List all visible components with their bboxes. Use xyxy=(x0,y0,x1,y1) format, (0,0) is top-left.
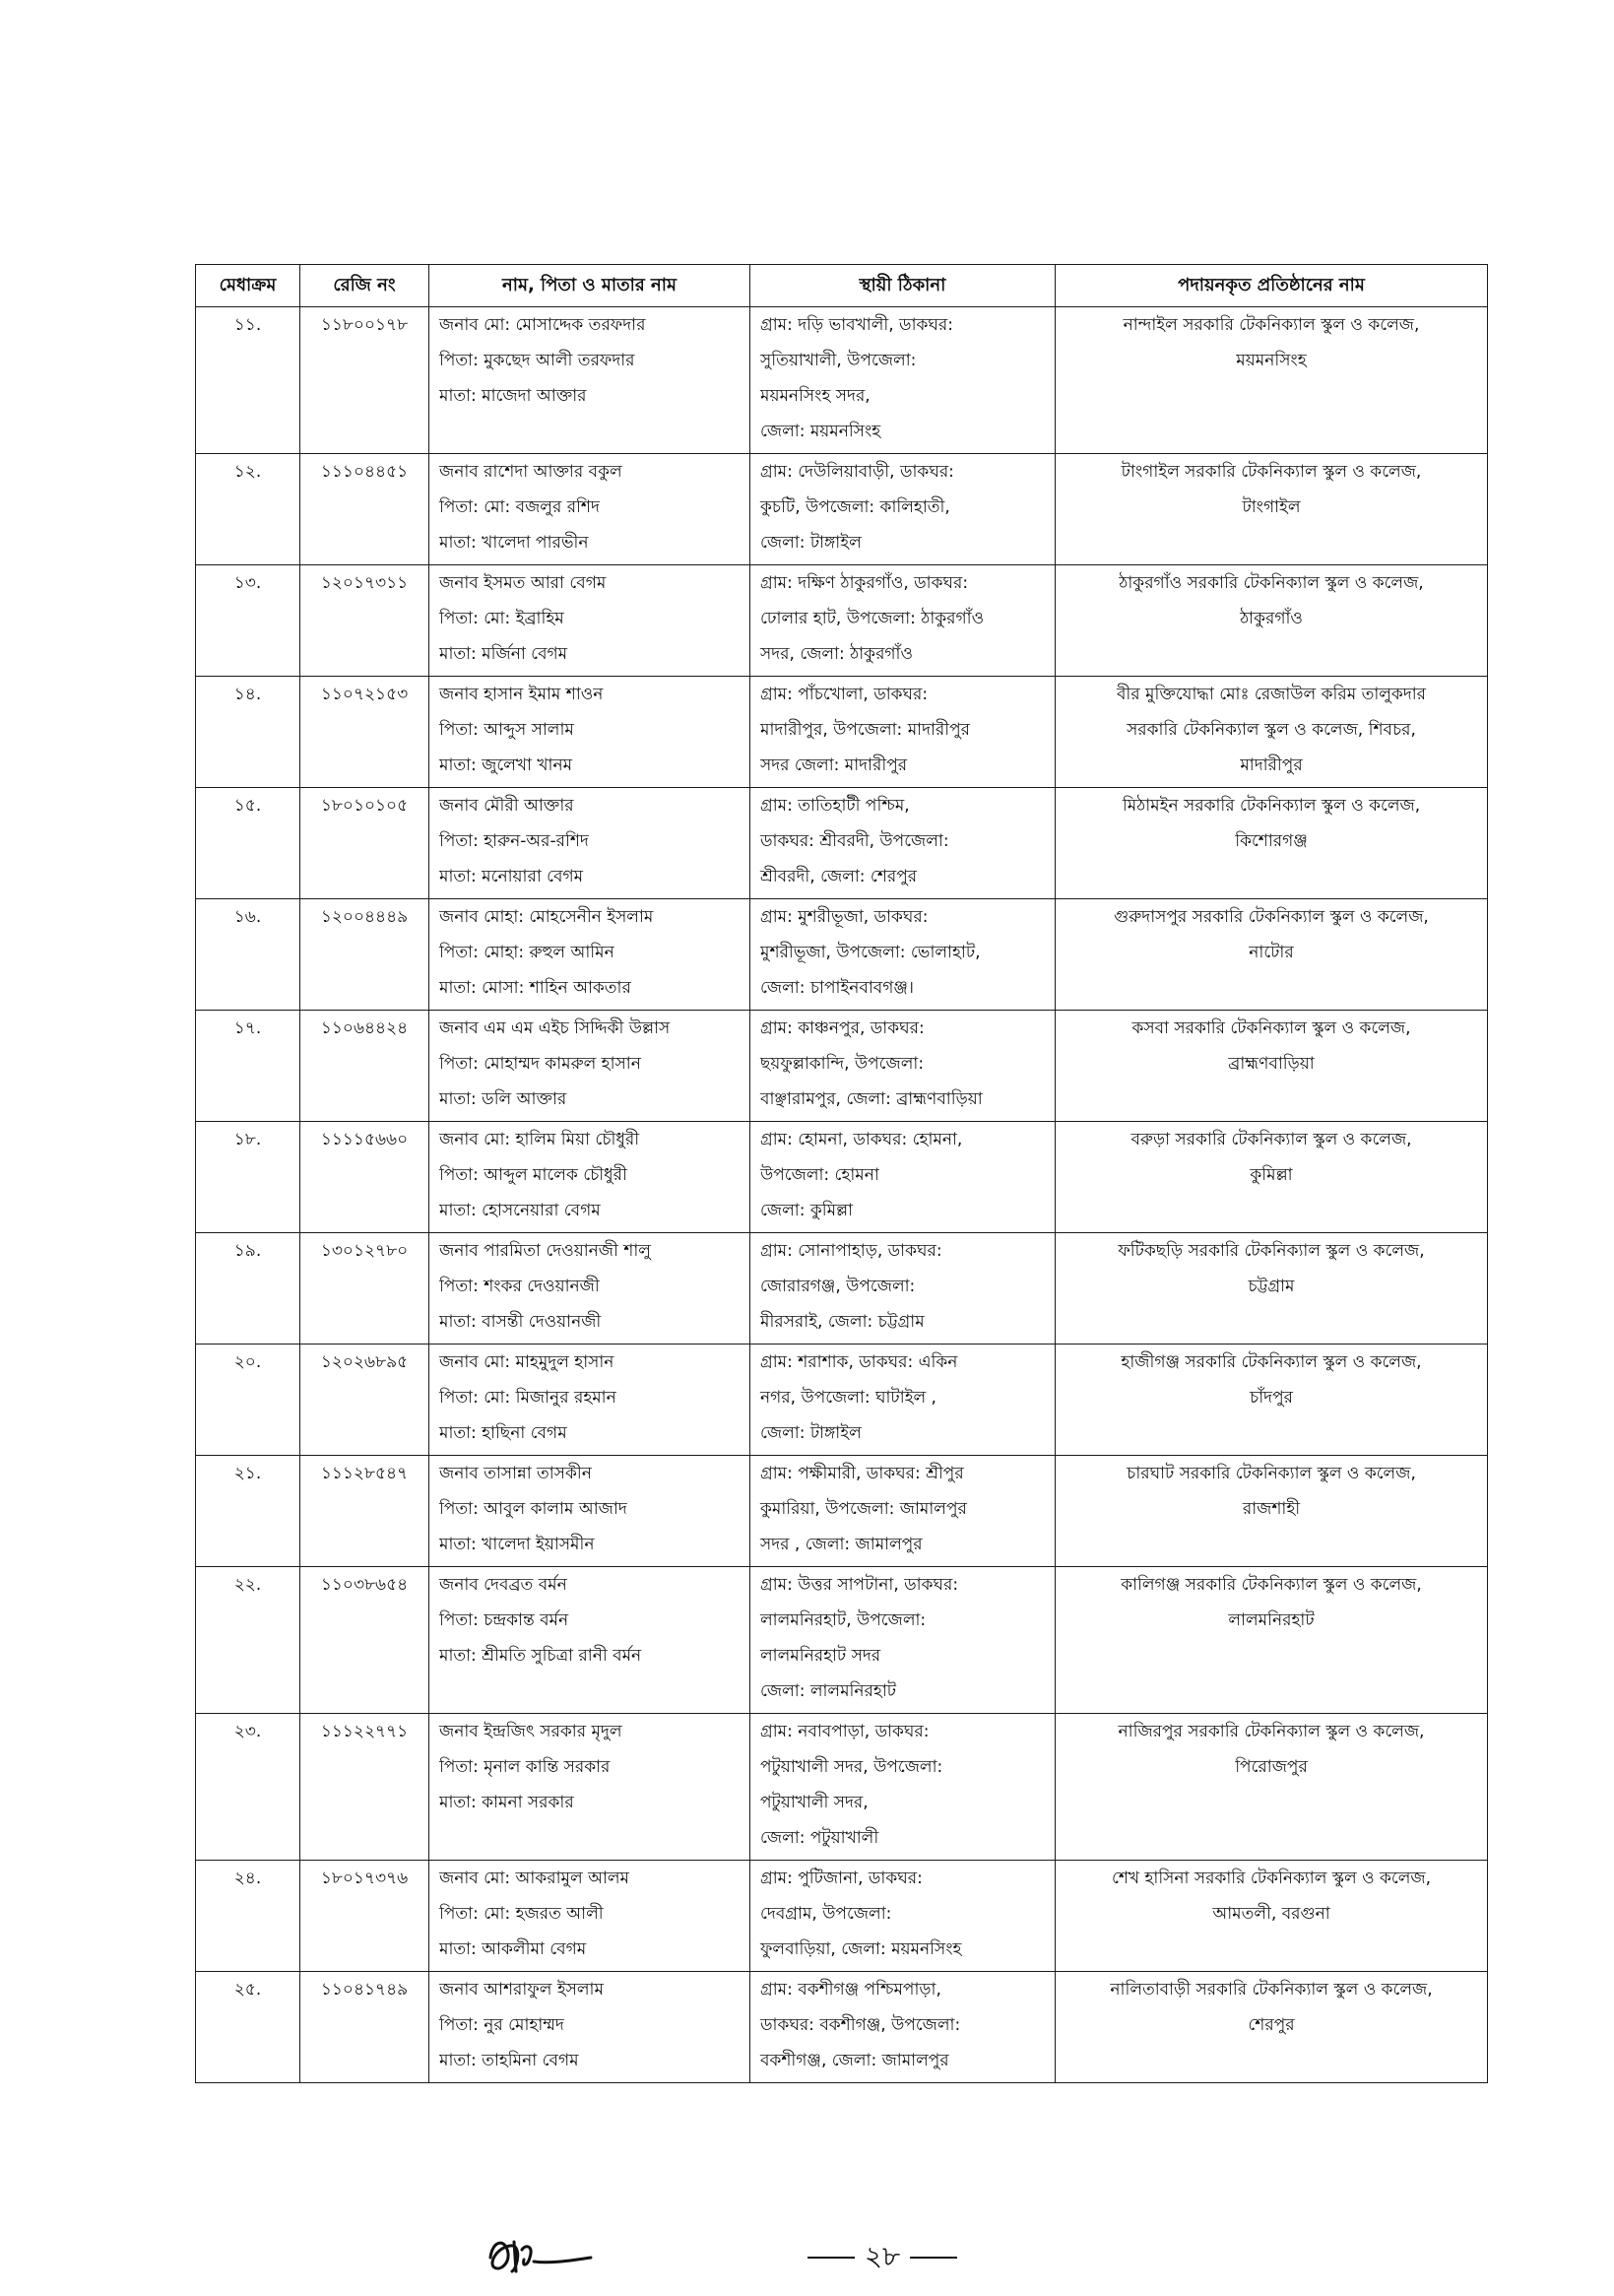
institution-line: নাজিরপুর সরকারি টেকনিক্যাল স্কুল ও কলেজ, xyxy=(1118,1722,1425,1741)
table-header-row xyxy=(196,265,1488,307)
institution-line: গুরুদাসপুর সরকারি টেকনিক্যাল স্কুল ও কলেজ, xyxy=(1114,907,1429,927)
institution-cell xyxy=(1056,454,1488,565)
serial-cell: ১৭. xyxy=(196,1011,300,1122)
header-name: নাম, পিতা ও মাতার নাম xyxy=(429,265,750,307)
header-reg-no: রেজি নং xyxy=(300,265,429,307)
page-number xyxy=(784,2238,981,2277)
address-line: গ্রাম: হোমনা, ডাকঘর: হোমনা, xyxy=(760,1130,963,1149)
address-line: ময়মনসিংহ সদর, xyxy=(760,386,871,406)
serial-cell: ১৫. xyxy=(196,788,300,899)
address-cell xyxy=(750,677,1056,788)
reg-no-cell: ১১১০৪৪৫১ xyxy=(300,454,429,565)
address-line: পটুয়াখালী সদর, উপজেলা: xyxy=(760,1757,943,1777)
name-line: মাতা: মনোয়ারা বেগম xyxy=(439,867,584,886)
name-cell xyxy=(429,1233,750,1345)
reg-no-cell: ১১০৪১৭৪৯ xyxy=(300,1972,429,2083)
institution-line: নালিতাবাড়ী সরকারি টেকনিক্যাল স্কুল ও কলেজ, xyxy=(1110,1980,1433,2000)
dash-left xyxy=(807,2257,855,2259)
table-row xyxy=(196,1456,1488,1567)
reg-no-cell: ১২০০৪৪৪৯ xyxy=(300,899,429,1011)
header-institution: পদায়নকৃত প্রতিষ্ঠানের নাম xyxy=(1056,265,1488,307)
institution-line: নাটোর xyxy=(1249,943,1294,962)
address-line: উপজেলা: হোমনা xyxy=(760,1165,879,1185)
address-line: গ্রাম: পক্ষীমারী, ডাকঘর: শ্রীপুর xyxy=(760,1464,964,1483)
name-cell xyxy=(429,899,750,1011)
name-line: পিতা: মো: ইব্রাহিম xyxy=(439,609,564,628)
name-line: মাতা: খালেদা পারভীন xyxy=(439,533,589,553)
name-cell xyxy=(429,1861,750,1972)
address-line: জেলা: টাঙ্গাইল xyxy=(760,1423,862,1443)
address-cell xyxy=(750,1456,1056,1567)
address-line: সদর, জেলা: ঠাকুরগাঁও xyxy=(760,644,913,664)
institution-cell xyxy=(1056,1972,1488,2083)
institution-cell xyxy=(1056,565,1488,677)
table-row xyxy=(196,1972,1488,2083)
address-line: কুচটি, উপজেলা: কালিহাতী, xyxy=(760,497,950,517)
table-row xyxy=(196,454,1488,565)
serial-cell: ২৪. xyxy=(196,1861,300,1972)
name-line: মাতা: জুলেখা খানম xyxy=(439,755,573,775)
name-line: মাতা: মাজেদা আক্তার xyxy=(439,386,587,406)
address-cell xyxy=(750,1345,1056,1456)
serial-cell: ২১. xyxy=(196,1456,300,1567)
page-number-text: ২৮ xyxy=(864,2239,901,2272)
institution-cell xyxy=(1056,899,1488,1011)
address-line: মাদারীপুর, উপজেলা: মাদারীপুর xyxy=(760,720,971,740)
address-line: জেলা: টাঙ্গাইল xyxy=(760,533,862,553)
institution-line: আমতলী, বরগুনা xyxy=(1212,1904,1330,1924)
name-line: পিতা: মো: বজলুর রশিদ xyxy=(439,497,600,517)
address-line: বকশীগঞ্জ, জেলা: জামালপুর xyxy=(760,2051,949,2070)
institution-line: হাজীগঞ্জ সরকারি টেকনিক্যাল স্কুল ও কলেজ, xyxy=(1121,1352,1422,1372)
serial-cell: ২৫. xyxy=(196,1972,300,2083)
table-body xyxy=(196,307,1488,2083)
header-serial: মেধাক্রম xyxy=(196,265,300,307)
name-cell xyxy=(429,677,750,788)
address-line: জেলা: কুমিল্লা xyxy=(760,1201,854,1220)
serial-cell: ২০. xyxy=(196,1345,300,1456)
address-line: জেলা: চাপাইনবাবগঞ্জ। xyxy=(760,978,914,998)
reg-no-cell: ১১১২২৭৭১ xyxy=(300,1714,429,1861)
institution-line: রাজশাহী xyxy=(1242,1499,1301,1519)
address-cell xyxy=(750,1233,1056,1345)
address-line: জেলা: ময়মনসিংহ xyxy=(760,422,881,441)
name-line: পিতা: আব্দুস সালাম xyxy=(439,720,574,740)
name-cell xyxy=(429,1567,750,1714)
serial-cell: ১৯. xyxy=(196,1233,300,1345)
institution-line: টাংগাইল সরকারি টেকনিক্যাল স্কুল ও কলেজ, xyxy=(1121,462,1422,482)
merit-list-table xyxy=(195,264,1488,2083)
address-line: ফুলবাড়িয়া, জেলা: ময়মনসিংহ xyxy=(760,1939,962,1959)
address-cell xyxy=(750,1122,1056,1233)
address-line: জোরারগঞ্জ, উপজেলা: xyxy=(760,1277,916,1296)
table-row xyxy=(196,677,1488,788)
header-address: স্থায়ী ঠিকানা xyxy=(750,265,1056,307)
address-cell xyxy=(750,565,1056,677)
address-line: পটুয়াখালী সদর, xyxy=(760,1793,869,1812)
institution-line: ফটিকছড়ি সরকারি টেকনিক্যাল স্কুল ও কলেজ, xyxy=(1118,1241,1425,1261)
institution-line: বীর মুক্তিযোদ্ধা মোঃ রেজাউল করিম তালুকদার xyxy=(1116,685,1427,704)
institution-cell xyxy=(1056,1011,1488,1122)
name-line: জনাব দেবব্রত বর্মন xyxy=(439,1575,567,1595)
address-line: ডাকঘর: বকশীগঞ্জ, উপজেলা: xyxy=(760,2015,961,2035)
address-line: গ্রাম: দড়ি ভাবখালী, ডাকঘর: xyxy=(760,315,953,335)
address-line: গ্রাম: পুটিজানা, ডাকঘর: xyxy=(760,1869,923,1888)
name-line: মাতা: তাহমিনা বেগম xyxy=(439,2051,579,2070)
institution-line: ঠাকুরগাঁও xyxy=(1240,609,1303,628)
name-line: জনাব মো: মোসাদ্দেক তরফদার xyxy=(439,315,646,335)
institution-line: কসবা সরকারি টেকনিক্যাল স্কুল ও কলেজ, xyxy=(1131,1018,1411,1038)
institution-line: চারঘাট সরকারি টেকনিক্যাল স্কুল ও কলেজ, xyxy=(1127,1464,1416,1483)
name-line: মাতা: ডলি আক্তার xyxy=(439,1089,567,1109)
institution-line: ব্রাহ্মণবাড়িয়া xyxy=(1228,1054,1315,1074)
address-line: গ্রাম: বকশীগঞ্জ পশ্চিমপাড়া, xyxy=(760,1980,941,2000)
institution-line: লালমনিরহাট xyxy=(1228,1610,1315,1630)
institution-cell xyxy=(1056,1567,1488,1714)
name-line: জনাব মো: মাহমুদুল হাসান xyxy=(439,1352,614,1372)
name-cell xyxy=(429,1714,750,1861)
reg-no-cell: ১১১২৮৫৪৭ xyxy=(300,1456,429,1567)
signature-mark xyxy=(483,2228,601,2287)
table-row xyxy=(196,1714,1488,1861)
institution-cell xyxy=(1056,1345,1488,1456)
address-cell xyxy=(750,1861,1056,1972)
address-line: জেলা: লালমনিরহাট xyxy=(760,1681,897,1701)
table-row xyxy=(196,1567,1488,1714)
name-cell xyxy=(429,565,750,677)
institution-line: কুমিল্লা xyxy=(1250,1165,1293,1185)
address-line: ডাকঘর: শ্রীবরদী, উপজেলা: xyxy=(760,831,949,851)
name-line: মাতা: শ্রীমতি সুচিত্রা রানী বর্মন xyxy=(439,1646,642,1666)
institution-cell xyxy=(1056,1122,1488,1233)
institution-cell xyxy=(1056,1861,1488,1972)
table-row xyxy=(196,307,1488,454)
name-cell xyxy=(429,1972,750,2083)
address-line: সদর , জেলা: জামালপুর xyxy=(760,1535,923,1554)
table-row xyxy=(196,1233,1488,1345)
address-line: সদর জেলা: মাদারীপুর xyxy=(760,755,908,775)
name-line: জনাব মো: আকরামুল আলম xyxy=(439,1869,630,1888)
institution-line: পিরোজপুর xyxy=(1235,1757,1308,1777)
name-cell xyxy=(429,1011,750,1122)
address-line: গ্রাম: কাঞ্চনপুর, ডাকঘর: xyxy=(760,1018,925,1038)
address-line: ঢোলার হাট, উপজেলা: ঠাকুরগাঁও xyxy=(760,609,985,628)
name-line: পিতা: মোহা: রুহুল আমিন xyxy=(439,943,614,962)
address-line: জেলা: পটুয়াখালী xyxy=(760,1828,879,1848)
institution-line: ময়মনসিংহ xyxy=(1236,351,1307,370)
reg-no-cell: ১৮০১০১০৫ xyxy=(300,788,429,899)
serial-cell: ১১. xyxy=(196,307,300,454)
address-line: লালমনিরহাট, উপজেলা: xyxy=(760,1610,927,1630)
name-line: পিতা: মো: হজরত আলী xyxy=(439,1904,604,1924)
address-line: গ্রাম: পাঁচখোলা, ডাকঘর: xyxy=(760,685,929,704)
name-line: পিতা: হারুন-অর-রশিদ xyxy=(439,831,589,851)
name-line: মাতা: মর্জিনা বেগম xyxy=(439,644,568,664)
name-line: জনাব ইন্দ্রজিৎ সরকার মৃদুল xyxy=(439,1722,622,1741)
institution-line: চট্টগ্রাম xyxy=(1248,1277,1295,1296)
name-line: পিতা: চন্দ্রকান্ত বর্মন xyxy=(439,1610,569,1630)
institution-line: চাঁদপুর xyxy=(1250,1388,1293,1408)
name-line: জনাব মৌরী আক্তার xyxy=(439,796,574,816)
name-cell xyxy=(429,788,750,899)
name-line: জনাব তাসান্না তাসকীন xyxy=(439,1464,592,1483)
address-cell xyxy=(750,1972,1056,2083)
table-row xyxy=(196,899,1488,1011)
address-line: মীরসরাই, জেলা: চট্টগ্রাম xyxy=(760,1312,925,1332)
table-row xyxy=(196,565,1488,677)
serial-cell: ১৩. xyxy=(196,565,300,677)
address-cell xyxy=(750,788,1056,899)
address-cell xyxy=(750,1567,1056,1714)
reg-no-cell: ১১০৩৮৬৫৪ xyxy=(300,1567,429,1714)
institution-line: ঠাকুরগাঁও সরকারি টেকনিক্যাল স্কুল ও কলেজ, xyxy=(1119,573,1424,593)
address-line: গ্রাম: তাতিহাটী পশ্চিম, xyxy=(760,796,910,816)
name-line: পিতা: আবুল কালাম আজাদ xyxy=(439,1499,627,1519)
institution-line: সরকারি টেকনিক্যাল স্কুল ও কলেজ, শিবচর, xyxy=(1127,720,1416,740)
address-line: ছয়ফুল্লাকান্দি, উপজেলা: xyxy=(760,1054,925,1074)
name-line: জনাব হাসান ইমাম শাওন xyxy=(439,685,604,704)
address-cell xyxy=(750,899,1056,1011)
name-line: মাতা: হাছিনা বেগম xyxy=(439,1423,567,1443)
institution-line: কিশোরগঞ্জ xyxy=(1235,831,1308,851)
address-cell xyxy=(750,1714,1056,1861)
name-line: জনাব আশরাফুল ইসলাম xyxy=(439,1980,604,2000)
institution-cell xyxy=(1056,1456,1488,1567)
address-line: দেবগ্রাম, উপজেলা: xyxy=(760,1904,892,1924)
name-cell xyxy=(429,1456,750,1567)
dash-right xyxy=(910,2257,957,2259)
table-row xyxy=(196,788,1488,899)
name-line: মাতা: বাসন্তী দেওয়ানজী xyxy=(439,1312,602,1332)
name-line: মাতা: মোসা: শাহিন আকতার xyxy=(439,978,631,998)
address-cell xyxy=(750,1011,1056,1122)
serial-cell: ১৮. xyxy=(196,1122,300,1233)
serial-cell: ১৪. xyxy=(196,677,300,788)
name-line: মাতা: হোসনেয়ারা বেগম xyxy=(439,1201,601,1220)
institution-line: মাদারীপুর xyxy=(1240,755,1303,775)
reg-no-cell: ১৮০১৭৩৭৬ xyxy=(300,1861,429,1972)
serial-cell: ১৬. xyxy=(196,899,300,1011)
address-cell xyxy=(750,454,1056,565)
name-cell xyxy=(429,1122,750,1233)
address-line: কুমারিয়া, উপজেলা: জামালপুর xyxy=(760,1499,967,1519)
address-line: নগর, উপজেলা: ঘাটাইল , xyxy=(760,1388,936,1408)
name-cell xyxy=(429,307,750,454)
table-row xyxy=(196,1122,1488,1233)
name-line: পিতা: মো: মিজানুর রহমান xyxy=(439,1388,616,1408)
name-line: পিতা: নুর মোহাম্মদ xyxy=(439,2015,564,2035)
address-line: সুতিয়াখালী, উপজেলা: xyxy=(760,351,917,370)
address-line: গ্রাম: উত্তর সাপটানা, ডাকঘর: xyxy=(760,1575,959,1595)
name-line: পিতা: শংকর দেওয়ানজী xyxy=(439,1277,600,1296)
institution-cell xyxy=(1056,677,1488,788)
name-line: জনাব এম এম এইচ সিদ্দিকী উল্লাস xyxy=(439,1018,671,1038)
address-line: গ্রাম: দেউলিয়াবাড়ী, ডাকঘর: xyxy=(760,462,954,482)
address-line: মুশরীভূজা, উপজেলা: ভোলাহাট, xyxy=(760,943,981,962)
address-line: গ্রাম: দক্ষিণ ঠাকুরগাঁও, ডাকঘর: xyxy=(760,573,969,593)
reg-no-cell: ১১৮০০১৭৮ xyxy=(300,307,429,454)
institution-cell xyxy=(1056,788,1488,899)
table-row xyxy=(196,1861,1488,1972)
address-line: লালমনিরহাট সদর xyxy=(760,1646,881,1666)
reg-no-cell: ১১০৭২১৫৩ xyxy=(300,677,429,788)
institution-line: মিঠামইন সরকারি টেকনিক্যাল স্কুল ও কলেজ, xyxy=(1122,796,1421,816)
reg-no-cell: ১৩০১২৭৮০ xyxy=(300,1233,429,1345)
institution-line: কালিগঞ্জ সরকারি টেকনিক্যাল স্কুল ও কলেজ, xyxy=(1121,1575,1422,1595)
address-line: শ্রীবরদী, জেলা: শেরপুর xyxy=(760,867,918,886)
institution-cell xyxy=(1056,1233,1488,1345)
address-cell xyxy=(750,307,1056,454)
reg-no-cell: ১২০২৬৮৯৫ xyxy=(300,1345,429,1456)
name-line: জনাব ইসমত আরা বেগম xyxy=(439,573,607,593)
table-row xyxy=(196,1011,1488,1122)
name-line: জনাব মোহা: মোহসেনীন ইসলাম xyxy=(439,907,654,927)
name-cell xyxy=(429,454,750,565)
reg-no-cell: ১১০৬৪৪২৪ xyxy=(300,1011,429,1122)
address-line: গ্রাম: শরাশাক, ডাকঘর: একিন xyxy=(760,1352,958,1372)
name-line: পিতা: মুকছেদ আলী তরফদার xyxy=(439,351,635,370)
institution-line: বরুড়া সরকারি টেকনিক্যাল স্কুল ও কলেজ, xyxy=(1130,1130,1412,1149)
institution-line: টাংগাইল xyxy=(1242,497,1301,517)
name-line: জনাব পারমিতা দেওয়ানজী শালু xyxy=(439,1241,651,1261)
address-line: গ্রাম: মুশরীভূজা, ডাকঘর: xyxy=(760,907,929,927)
institution-line: শেরপুর xyxy=(1248,2015,1295,2035)
address-line: গ্রাম: নবাবপাড়া, ডাকঘর: xyxy=(760,1722,930,1741)
name-line: পিতা: মোহাম্মদ কামরুল হাসান xyxy=(439,1054,641,1074)
name-line: জনাব রাশেদা আক্তার বকুল xyxy=(439,462,622,482)
name-line: মাতা: আকলীমা বেগম xyxy=(439,1939,587,1959)
institution-cell xyxy=(1056,307,1488,454)
table-row xyxy=(196,1345,1488,1456)
name-line: পিতা: মৃনাল কান্তি সরকার xyxy=(439,1757,611,1777)
name-line: মাতা: কামনা সরকার xyxy=(439,1793,574,1812)
reg-no-cell: ১২০১৭৩১১ xyxy=(300,565,429,677)
serial-cell: ২২. xyxy=(196,1567,300,1714)
institution-line: নান্দাইল সরকারি টেকনিক্যাল স্কুল ও কলেজ, xyxy=(1123,315,1420,335)
name-line: মাতা: খালেদা ইয়াসমীন xyxy=(439,1535,595,1554)
address-line: গ্রাম: সোনাপাহাড়, ডাকঘর: xyxy=(760,1241,942,1261)
name-cell xyxy=(429,1345,750,1456)
serial-cell: ২৩. xyxy=(196,1714,300,1861)
address-line: বাঞ্ছারামপুর, জেলা: ব্রাহ্মণবাড়িয়া xyxy=(760,1089,983,1109)
institution-cell xyxy=(1056,1714,1488,1861)
reg-no-cell: ১১১১৫৬৬০ xyxy=(300,1122,429,1233)
institution-line: শেখ হাসিনা সরকারি টেকনিক্যাল স্কুল ও কলেজ, xyxy=(1111,1869,1432,1888)
name-line: জনাব মো: হালিম মিয়া চৌধুরী xyxy=(439,1130,640,1149)
name-line: পিতা: আব্দুল মালেক চৌধুরী xyxy=(439,1165,627,1185)
serial-cell: ১২. xyxy=(196,454,300,565)
